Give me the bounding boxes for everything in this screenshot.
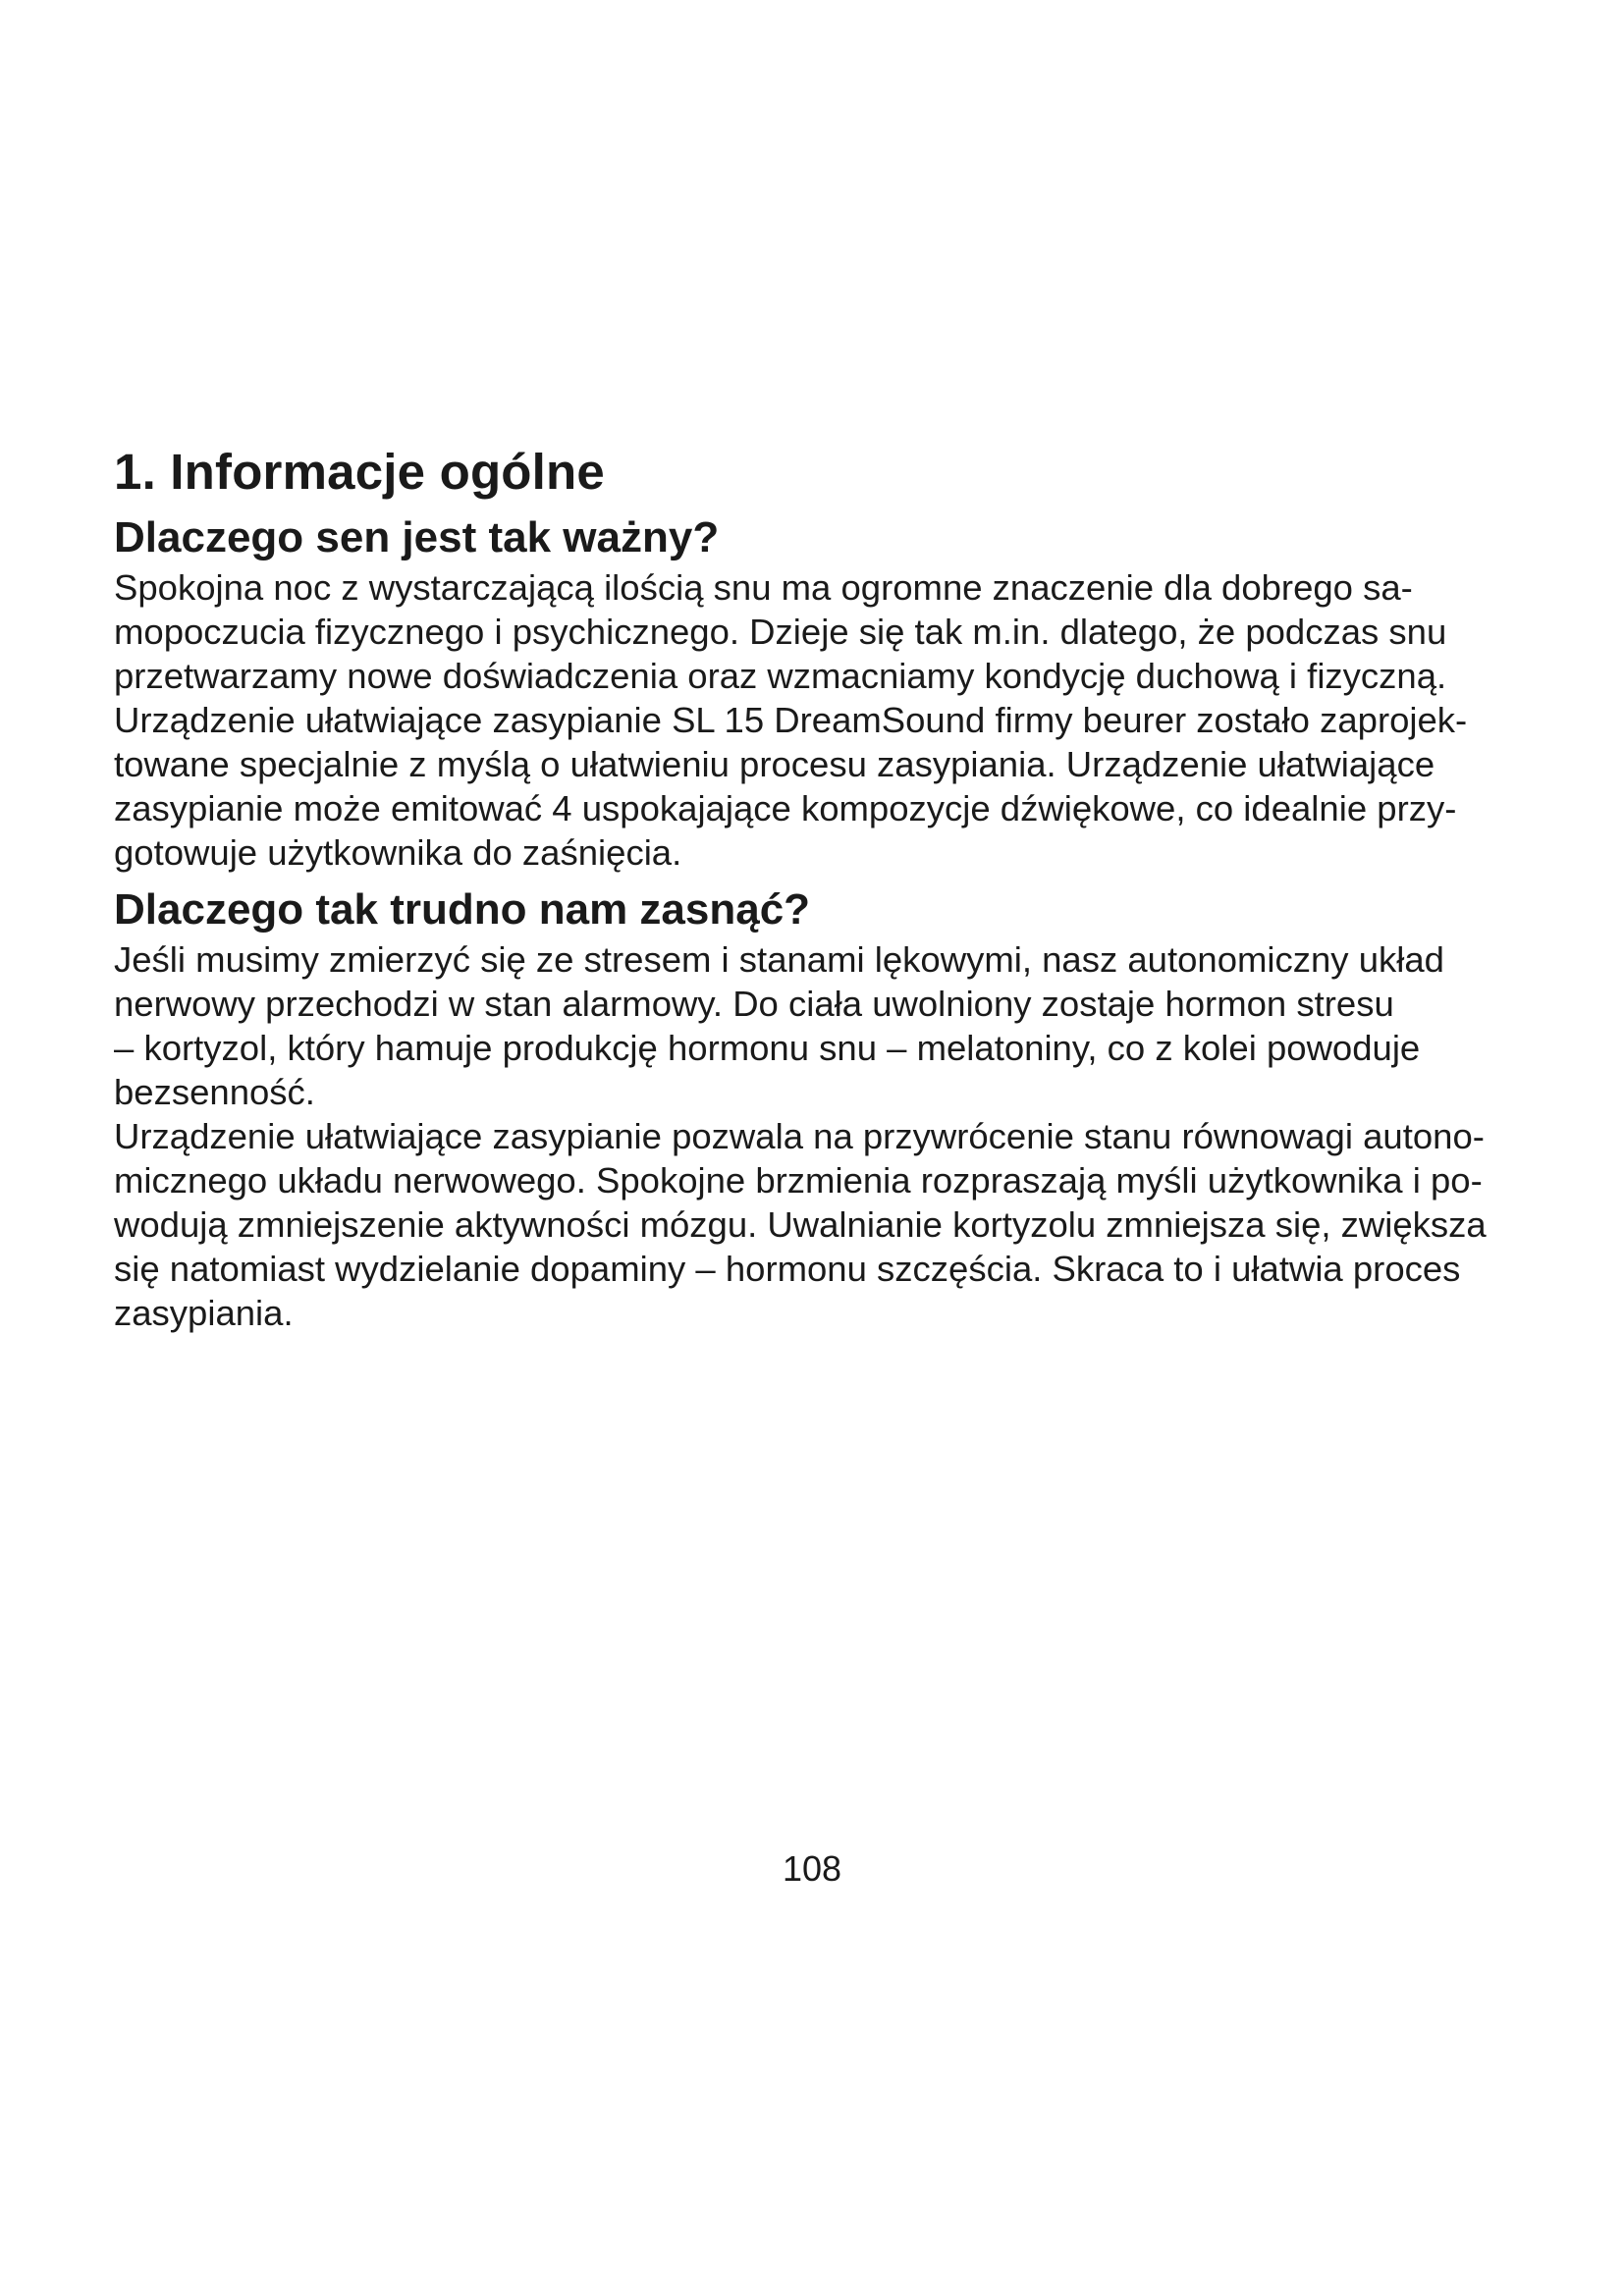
paragraph-device-effect bbox=[114, 1114, 1528, 1335]
paragraph-line: nerwowy przechodzi w stan alarmowy. Do ciała uwolniony zostaje hormon stresu bbox=[114, 984, 1394, 1024]
paragraph-line: przetwarzamy nowe doświadczenia oraz wzmacniamy kondycję duchową i fizyczną. bbox=[114, 656, 1447, 696]
paragraph-line: gotowuje użytkownika do zaśnięcia. bbox=[114, 832, 682, 873]
paragraph-line: zasypiania. bbox=[114, 1293, 294, 1333]
paragraph-line: wodują zmniejszenie aktywności mózgu. Uwalnianie kortyzolu zmniejsza się, zwiększa bbox=[114, 1204, 1487, 1245]
paragraph-line: Spokojna noc z wystarczającą ilością snu ma ogromne znaczenie dla dobrego sa- bbox=[114, 567, 1413, 608]
paragraph-line: zasypianie może emitować 4 uspokajające kompozycje dźwiękowe, co idealnie przy- bbox=[114, 788, 1457, 828]
paragraph-stress bbox=[114, 937, 1528, 1114]
paragraph-line: się natomiast wydzielanie dopaminy – hormonu szczęścia. Skraca to i ułatwia proces bbox=[114, 1249, 1461, 1289]
section-title: 1. Informacje ogólne bbox=[114, 444, 605, 500]
paragraph-line: towane specjalnie z myślą o ułatwieniu procesu zasypiania. Urządzenie ułatwiające bbox=[114, 744, 1435, 784]
paragraph-line: Urządzenie ułatwiające zasypianie pozwala na przywrócenie stanu równowagi autono- bbox=[114, 1116, 1485, 1156]
paragraph-line: bezsenność. bbox=[114, 1072, 315, 1112]
subheading-why-hard-to-sleep: Dlaczego tak trudno nam zasnąć? bbox=[114, 885, 811, 934]
page-number: 108 bbox=[782, 1848, 842, 1889]
paragraph-line: mopoczucia fizycznego i psychicznego. Dzieje się tak m.in. dlatego, że podczas snu bbox=[114, 612, 1447, 652]
subheading-why-sleep-important: Dlaczego sen jest tak ważny? bbox=[114, 513, 720, 561]
paragraph-line: micznego układu nerwowego. Spokojne brzmienia rozpraszają myśli użytkownika i po- bbox=[114, 1160, 1483, 1201]
paragraph-line: Urządzenie ułatwiające zasypianie SL 15 DreamSound firmy beurer zostało zaprojek- bbox=[114, 700, 1468, 740]
paragraph-sleep-importance bbox=[114, 565, 1528, 875]
page-content bbox=[114, 444, 1528, 1335]
paragraph-line: – kortyzol, który hamuje produkcję hormonu snu – melatoniny, co z kolei powoduje bbox=[114, 1028, 1421, 1068]
paragraph-line: Jeśli musimy zmierzyć się ze stresem i stanami lękowymi, nasz autonomiczny układ bbox=[114, 939, 1444, 980]
